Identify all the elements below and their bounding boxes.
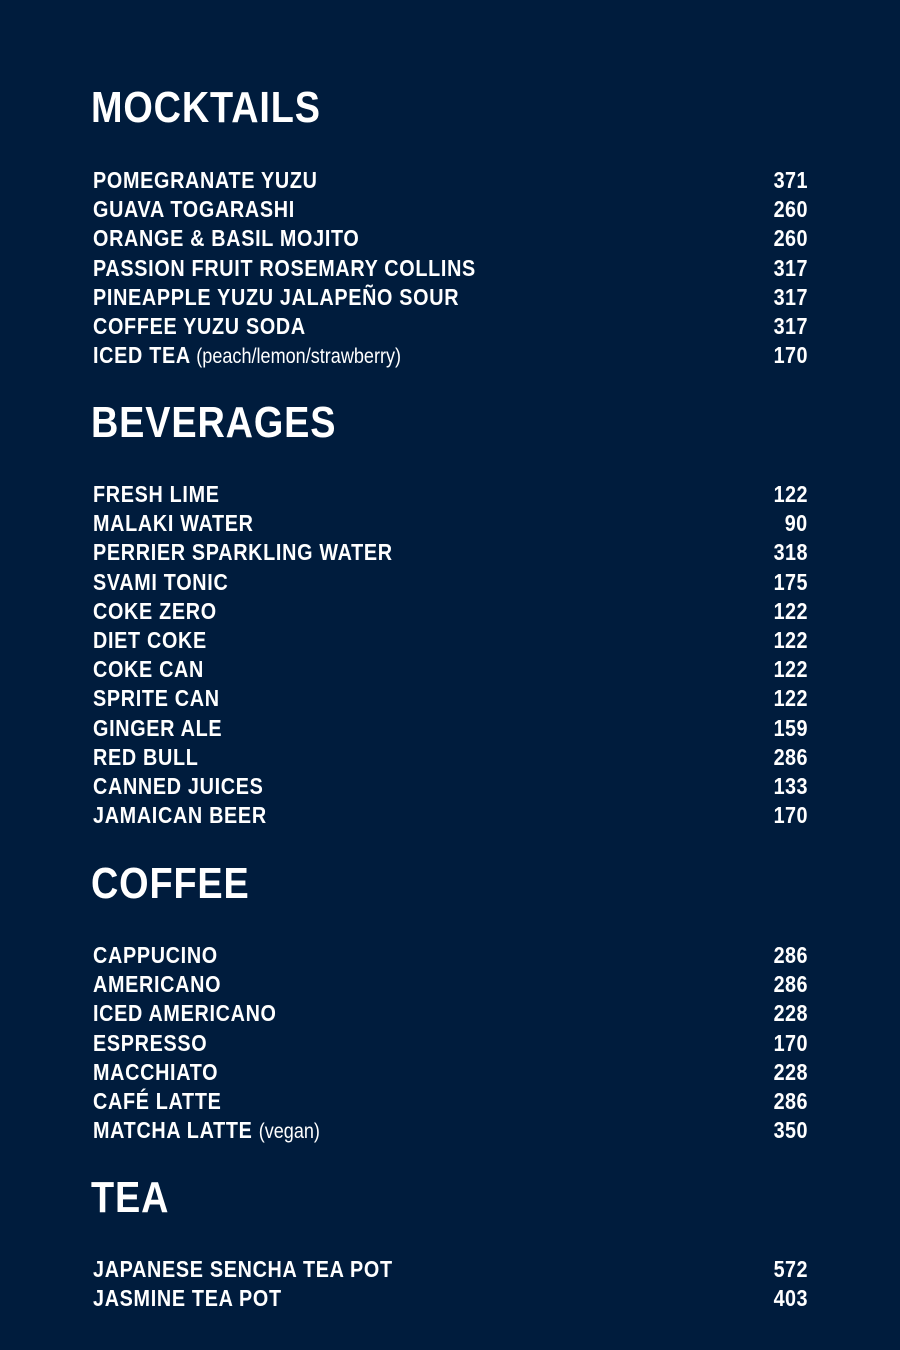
item-name	[93, 941, 218, 970]
item-name-text: JASMINE TEA POT	[93, 1285, 282, 1312]
section	[91, 83, 811, 369]
item-price: 286	[773, 971, 808, 998]
item-name-text: SVAMI TONIC	[93, 568, 229, 595]
item-name-text: COKE CAN	[93, 656, 205, 683]
item-price: 286	[773, 1087, 808, 1114]
menu-item	[93, 970, 811, 999]
menu-item	[93, 743, 811, 772]
item-price: 122	[773, 656, 808, 683]
item-name	[93, 341, 401, 371]
item-name-text: AMERICANO	[93, 971, 222, 998]
item-price: 228	[773, 1000, 808, 1027]
menu-item	[93, 480, 811, 509]
item-name-text: ICED TEA	[93, 342, 191, 369]
item-price: 286	[773, 743, 808, 770]
item-name-text: PASSION FRUIT ROSEMARY COLLINS	[93, 254, 476, 281]
item-price: 371	[773, 167, 808, 193]
item-name-text: SPRITE CAN	[93, 685, 220, 712]
item-name	[93, 480, 220, 509]
item-price: 260	[773, 196, 808, 223]
item-list	[93, 166, 811, 370]
item-list	[93, 941, 811, 1145]
item-name	[93, 1284, 282, 1313]
item-price: 133	[773, 772, 808, 799]
item-name	[93, 801, 267, 830]
menu-item	[93, 1029, 811, 1058]
menu-item	[93, 509, 811, 538]
item-list	[93, 1255, 811, 1313]
item-name-text: COFFEE YUZU SODA	[93, 312, 306, 339]
item-price: 286	[773, 942, 808, 968]
menu-item	[93, 283, 811, 312]
item-price: 175	[773, 568, 808, 595]
item-name-text: GINGER ALE	[93, 714, 223, 741]
menu-item	[93, 801, 811, 830]
menu-item	[93, 538, 811, 567]
item-price: 122	[773, 685, 808, 712]
item-name	[93, 772, 264, 801]
item-price: 317	[773, 254, 808, 281]
item-name-text: RED BULL	[93, 743, 199, 770]
section	[91, 398, 811, 829]
item-name	[93, 1116, 320, 1146]
item-name-text: POMEGRANATE YUZU	[93, 167, 318, 193]
item-name-text: CAPPUCINO	[93, 942, 218, 968]
item-name	[93, 195, 295, 224]
item-name-text: JAMAICAN BEER	[93, 802, 267, 829]
item-name	[93, 166, 318, 195]
item-name	[93, 743, 198, 772]
menu-item	[93, 568, 811, 597]
section-title: BEVERAGES	[91, 398, 337, 447]
menu-item	[93, 941, 811, 970]
item-note: (peach/lemon/strawberry)	[196, 345, 402, 369]
item-price: 159	[773, 714, 808, 741]
menu-item	[93, 655, 811, 684]
item-price: 170	[773, 802, 808, 829]
item-name	[93, 254, 476, 283]
item-price: 122	[773, 597, 808, 624]
menu-item	[93, 626, 811, 655]
item-name	[93, 1029, 207, 1058]
menu-item	[93, 224, 811, 253]
item-price: 317	[773, 312, 808, 339]
item-name-text: ORANGE & BASIL MOJITO	[93, 225, 360, 252]
item-name-text: DIET COKE	[93, 626, 207, 653]
item-name	[93, 312, 306, 341]
item-name	[93, 597, 217, 626]
menu-item	[93, 1255, 811, 1284]
menu-item	[93, 341, 811, 370]
item-name	[93, 970, 221, 999]
item-name-text: MATCHA LATTE	[93, 1117, 253, 1144]
item-name-text: COKE ZERO	[93, 597, 217, 624]
section-title: TEA	[91, 1173, 170, 1222]
menu-item	[93, 999, 811, 1028]
item-name	[93, 224, 359, 253]
menu-item	[93, 1284, 811, 1313]
section	[91, 1173, 811, 1312]
menu-item	[93, 312, 811, 341]
item-name-text: ICED AMERICANO	[93, 1000, 277, 1027]
item-name	[93, 1255, 393, 1284]
item-name	[93, 655, 204, 684]
item-list	[93, 480, 811, 830]
item-name	[93, 684, 220, 713]
item-name-text: GUAVA TOGARASHI	[93, 196, 295, 223]
item-name	[93, 1058, 218, 1087]
item-name-text: MALAKI WATER	[93, 510, 254, 537]
item-name	[93, 1087, 221, 1116]
item-name	[93, 538, 393, 567]
item-price: 350	[773, 1117, 808, 1144]
menu-item	[93, 254, 811, 283]
item-price: 90	[785, 510, 808, 537]
item-name	[93, 999, 277, 1028]
item-name	[93, 714, 222, 743]
item-name-text: PERRIER SPARKLING WATER	[93, 539, 393, 566]
item-name-text: MACCHIATO	[93, 1058, 219, 1085]
item-name	[93, 626, 207, 655]
menu-item	[93, 1087, 811, 1116]
menu-item	[93, 1116, 811, 1145]
item-name-text: FRESH LIME	[93, 481, 220, 507]
menu-item	[93, 772, 811, 801]
item-name-text: JAPANESE SENCHA TEA POT	[93, 1256, 393, 1282]
menu-item	[93, 166, 811, 195]
item-name-text: CANNED JUICES	[93, 772, 264, 799]
section-title: MOCKTAILS	[91, 83, 321, 132]
item-name-text: CAFÉ LATTE	[93, 1087, 222, 1114]
item-name-text: PINEAPPLE YUZU JALAPEÑO SOUR	[93, 283, 460, 310]
menu-item	[93, 684, 811, 713]
item-name-text: ESPRESSO	[93, 1029, 208, 1056]
section-title: COFFEE	[91, 859, 250, 908]
item-note: (vegan)	[258, 1120, 320, 1144]
item-price: 317	[773, 283, 808, 310]
item-price: 260	[773, 225, 808, 252]
item-price: 403	[773, 1285, 808, 1312]
item-price: 318	[773, 539, 808, 566]
menu-item	[93, 714, 811, 743]
item-name	[93, 568, 228, 597]
menu-item	[93, 597, 811, 626]
item-name	[93, 283, 459, 312]
item-price: 170	[773, 1029, 808, 1056]
item-price: 122	[773, 481, 808, 507]
section	[91, 859, 811, 1144]
menu-item	[93, 195, 811, 224]
item-name	[93, 509, 254, 538]
item-price: 122	[773, 626, 808, 653]
item-price: 572	[773, 1256, 808, 1282]
item-price: 228	[773, 1058, 808, 1085]
item-price: 170	[773, 342, 808, 369]
menu-item	[93, 1058, 811, 1087]
